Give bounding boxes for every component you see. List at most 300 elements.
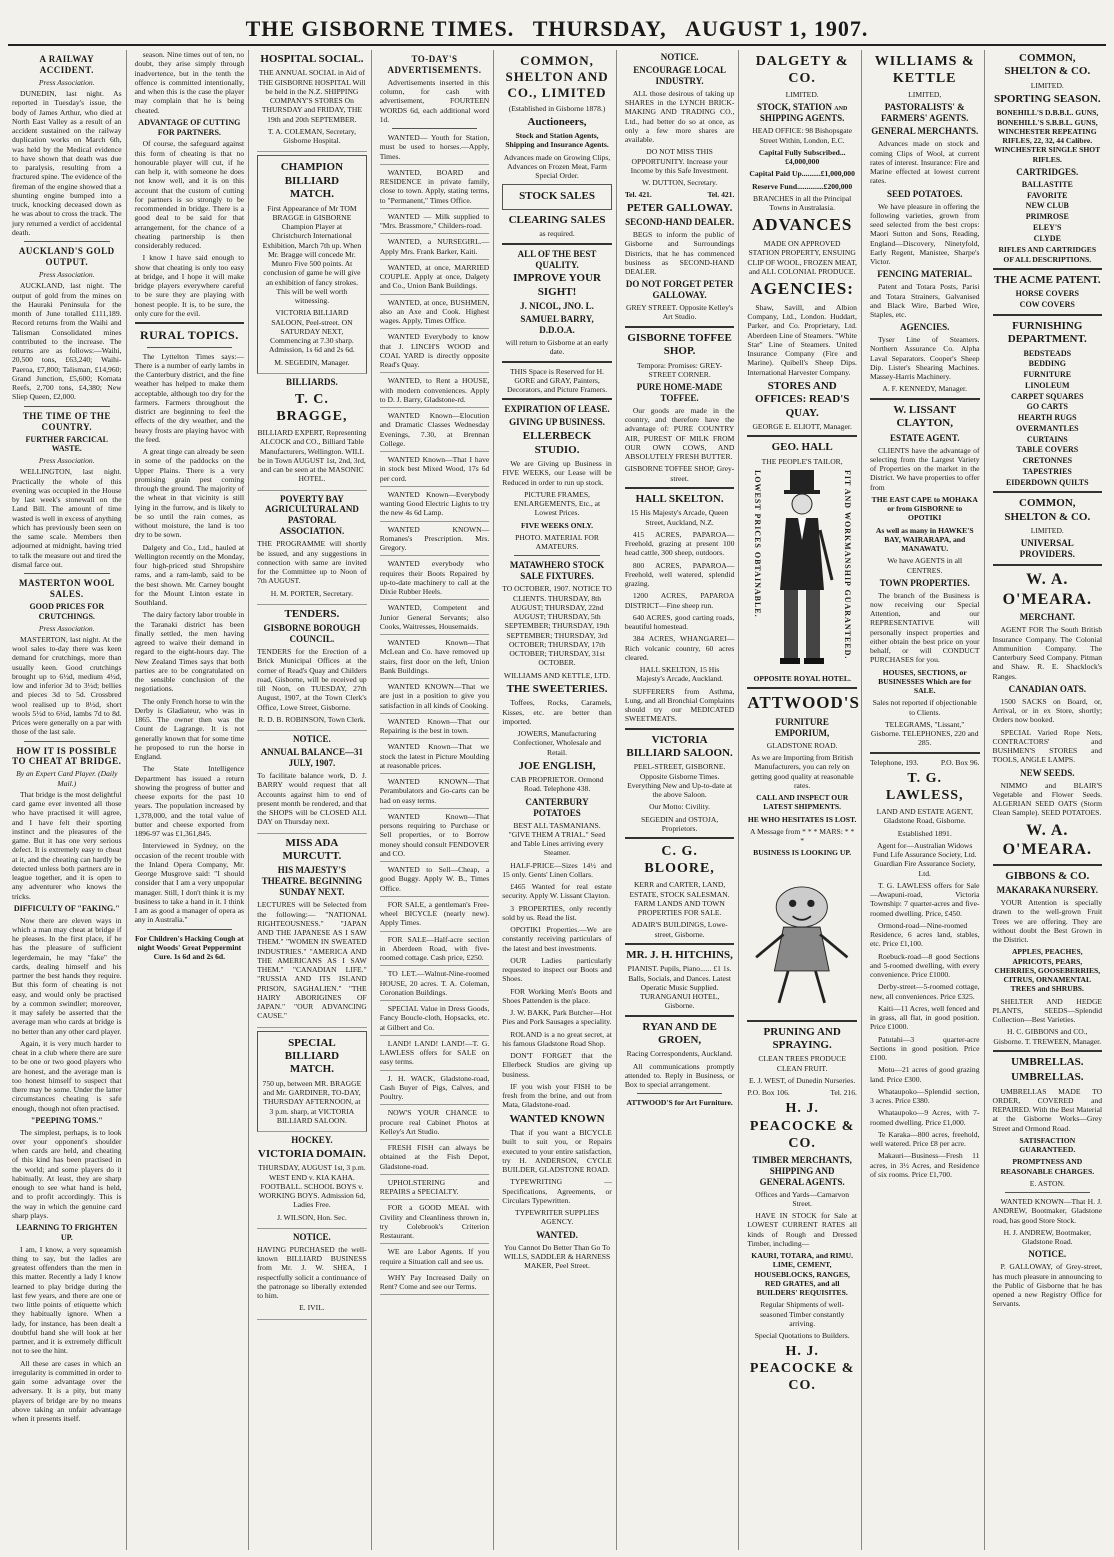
wk-roles: PASTORALISTS' & FARMERS' AGENTS. [881, 102, 969, 124]
reads-quay-sig: GEORGE E. ELIOTT, Manager. [752, 422, 852, 432]
sporting-title: SPORTING SEASON. [993, 93, 1101, 106]
advances-text: Advances made on Growing Clips, Advances on Frozen Meat, Farm Special Order. [503, 152, 611, 181]
galloway-sub: SECOND-HAND DEALER. [625, 217, 735, 228]
classified-ad: WANTED Everybody to know that J. LINCH'S WOOD and COAL YARD is directly opposite Read's Quay. [380, 332, 490, 373]
classified-ad: WANTED KNOWN—That we are just in a position to give you satisfaction in all kinds of Cooking. [380, 682, 490, 714]
classified-ad: WANTED Known—Elocution and Dramatic Classes Wednesday Evenings, 7.30, at Brennan College. [380, 411, 490, 452]
notice-sig: W. DUTTON, Secretary. [641, 178, 718, 188]
lawless-agent: Agent for—Australian Widows Fund Life Assurance Society, Ltd. Guardian Fire Assurance Society, Ltd. [872, 840, 977, 878]
classified-ad: FRESH FISH can always be obtained at the Fish Depot, Gladstone-road. [380, 1143, 490, 1175]
divider [625, 943, 735, 945]
divider [625, 728, 735, 730]
matawhero-title: MATAWHERO STOCK SALE FIXTURES. [509, 560, 605, 582]
classified-ad: WANTED Known—That I have in stock best Mixed Wood, 17s 6d per cord. [380, 455, 490, 487]
bragge-ad [257, 377, 367, 491]
dalgety-title: DALGETY & CO. [755, 54, 849, 87]
gibbons-title: GIBBONS & CO. [1005, 869, 1090, 882]
country-text: WELLINGTON, last night. Practically the whole of this evening was occupied in the House by last week's stonewall on the Land Bill. The amount of time wasted is well in excess of anything which has previously been seen on the same scale. Members then adjourned at midnight, having tried to talk the measure out and tired the dismal farce out. [12, 467, 122, 569]
faking-text: Now there are eleven ways in which a man may cheat at bridge if he pleases. In the first place, if he has the pleasure of sufficient legerdemain, he may "fake" the cards, dealing himself and his partner the best hands they require. But this form of cheating is not easy, and would only be practised by a common swindler; moreover, it may safely be asserted that the average man who cards at bridge is no better than any other card player. [12, 915, 122, 1036]
reads-quay-title: STORES AND OFFICES: READ'S QUAY. [754, 379, 850, 419]
todays-ads-heading: TO-DAY'S ADVERTISEMENTS. [387, 54, 482, 75]
ryan-text: Racing Correspondents, Auckland. [626, 1049, 733, 1059]
typewriting: TYPEWRITING — Specifications, Agreements, or Circulars Typewritten. [502, 1177, 612, 1205]
tenders-title: TENDERS. [284, 607, 340, 620]
column-9 [989, 50, 1107, 1550]
poverty-bay-sig: H. M. PORTER, Secretary. [270, 588, 354, 598]
english-title: JOE ENGLISH, [518, 759, 596, 772]
masthead [8, 6, 1106, 46]
divider [747, 687, 857, 689]
classified-ad: FOR a GOOD MEAL with Civility and Cleanliness thrown in, try Colebrook's Criterion Restaurant. [380, 1203, 490, 1244]
classified-ad: WANTED Known—That our Repairing is the best in town. [380, 717, 490, 740]
skelton-address: 15 His Majesty's Arcade, Queen Street, Auckland, N.Z. [630, 508, 729, 527]
photo-material: PHOTO. MATERIAL FOR AMATEURS. [515, 532, 599, 552]
cartridge-brand: FAVORITE [1027, 190, 1068, 200]
typewriter-supplies: TYPEWRITER SUPPLIES AGENCY. [514, 1208, 600, 1227]
tel-row [625, 190, 735, 199]
opotiki: OPOTIKI Properties.—We are constantly receiving particulars of the latest and best investments. [502, 925, 612, 953]
wool-text: MASTERTON, last night. At the wool sales to-day there was keen demand for crutchings, more than usually keen. Good crutchings brought up to 6½d, medium 4½d, low and inferior 3d to 3½d; bellies and pieces 3d to 5d. Crossbred wool realised up to 8½d, short wools 5½d to 6½d, lambs 7d to 8d. Prices were generally on a par with those of the last sale. [12, 634, 122, 737]
property-listing: Roebuck-road—8 good Sections and 5-roomed dwelling, with every convenience. Price £1000. [869, 951, 980, 980]
furnishing-list [993, 349, 1103, 488]
po-tel: Tel. 216. [830, 1088, 857, 1098]
business-up: BUSINESS IS LOOKING UP. [753, 848, 852, 858]
divider [993, 564, 1103, 566]
classified-ad: WANTED — Milk supplied to "Mrs. Brassmore," Childers-road. [380, 212, 490, 235]
gibbons-text: YOUR Attention is specially drawn to the well-grown Fruit Trees we are offering. They are without doubt the Best Grown in the District. [992, 898, 1103, 944]
galloway-notice-text: P. GALLOWAY, of Grey-street, has much pleasure in announcing to the Public of Gisborne that he has opened a new Registry Office for Servants. [992, 1262, 1103, 1309]
promptness: PROMPTNESS AND REASONABLE CHARGES. [1000, 1157, 1095, 1176]
bloore-address: ADAIR'S BUILDINGS, Lowe-street, Gisborne. [631, 920, 728, 939]
bicycle-title: WANTED KNOWN [509, 1112, 605, 1125]
murcutt-title: MISS ADA MURCUTT. [282, 836, 342, 863]
classified-ad: WANTED, a NURSEGIRL.— Apply Mrs. Frank Barker, Kaiti. [380, 237, 490, 260]
galloway-forget: DO NOT FORGET PETER GALLOWAY. [625, 279, 734, 301]
wk-title: WILLIAMS & KETTLE [874, 54, 975, 87]
galloway-title: PETER GALLOWAY. [626, 201, 733, 214]
timber-stock: HAVE IN STOCK for Sale at LOWEST CURRENT RATES all kinds of Rough and Dressed Timber, including— [747, 1211, 857, 1248]
cartridges-title: CARTRIDGES. [1016, 166, 1079, 177]
best-quality: ALL OF THE BEST QUALITY. [517, 248, 597, 270]
telegrams: TELEGRAMS, "Lissant," Gisborne. TELEPHONES, 220 and 285. [870, 719, 979, 748]
dalgety-capital-2: Capital Paid Up..........£1,000,000 [749, 169, 855, 179]
clayton-route-2: As well as many in HAWKE'S BAY, WAIRARAPA, and MANAWATU. [875, 525, 974, 553]
seed-title: SEED POTATOES. [886, 188, 963, 199]
timber-offices: Offices and Yards—Carnarvon Street. [755, 1189, 850, 1208]
furnishing-title: FURNISHING DEPARTMENT. [1007, 319, 1087, 346]
railway-text: DUNEDIN, last night. As reported in Tuesday's issue, the body of James Arthur, who died at North East Valley as a result of an accident sustained on the railway duplication works on March 6th, was held by the Medical evidence to have shown that death was due to paralysis, resulting from a fractured spine. The evidence of the fireman of the engine showed that a shunting engine bumped into a truck, knocking deceased down as he was about to cross the track. The jury returned a verdict of accidental death. [12, 89, 122, 237]
column-1 [8, 50, 127, 1550]
toffee-sig: GISBORNE TOFFEE SHOP, Grey-street. [624, 464, 735, 483]
acme-title: THE ACME PATENT. [993, 273, 1101, 286]
cs-title: COMMON, SHELTON & CO. [1004, 52, 1091, 78]
matawhero-sig: WILLIAMS AND KETTLE, LTD. [503, 670, 611, 680]
furnishing-item: HEARTH RUGS [1017, 413, 1077, 423]
classified-ad: FOR SALE—Half-acre section in Aberdeen Road, with five-roomed cottage. Cash price, £250. [380, 935, 490, 967]
gold-text: AUCKLAND, last night. The output of gold from the mines on the Hauraki Peninsula for the month of June totalled £111,189. Record returns from the Waihi and Talisman Consolidated mines contributed to the increase. The returns are as follows:—Waihi, 20,500 tons, £63,240; Waihi-Paeroa, £7,800; Talisman, £14,960; Grand Junction, £5,600; Komata Reefs, 2,700 tons, £4,380; New Sliep Queen, £2,000. [12, 281, 122, 402]
tenders-sub: GISBORNE BOROUGH COUNCIL. [263, 623, 361, 645]
box-row [747, 1088, 857, 1097]
lawless-tel: Telephone, 193. [869, 757, 919, 767]
champion-billiard-title: CHAMPION BILLIARD MATCH. [280, 161, 344, 201]
lawless-est: Established 1891. [897, 828, 952, 838]
cough-ad: For Children's Hacking Cough at night Woods' Great Peppermint Cure. 1s 6d and 2s 6d. [135, 933, 244, 962]
classified-ad: WANTED Known—That persons requiring to Purchase or Sell properties, or to Borrow money should consult FENDOVER and CO. [380, 812, 490, 862]
skelton-415: 415 ACRES, PAPAROA—Freehold, grazing at present 100 head cattle, 300 sheep, outdoors. [624, 529, 735, 558]
clearing-sales-sub: as required. [539, 229, 575, 239]
masthead-title: THE GISBORNE TIMES. [245, 16, 515, 41]
classified-ad: WANTED, at once, BUSHMEN, also an Axe and Cook. Highest wages. Apply, Times Office. [380, 298, 490, 330]
small-ads-list [380, 133, 490, 1295]
rural-text-6: The State Intelligence Department has issued a return showing the progress of butter and cheese exports for the past 10 years. The population increased by 1,378,000, and the total value of butter and cheese exported from 1896-97 was £1,361,845. [134, 764, 245, 839]
divider [24, 741, 110, 742]
cartridge-brand: PRIMROSE [1025, 212, 1069, 222]
galloway-notice-title: NOTICE. [1028, 1249, 1067, 1260]
furnishing-item: FURNITURE [1023, 370, 1072, 380]
victoria-saloon-title: VICTORIA BILLIARD SALOON. [626, 733, 733, 760]
sweeteries-title: THE SWEETERIES. [506, 682, 608, 695]
rural-text-4: The dairy factory labor trouble in the Taranaki district has been finally settled, the men having agreed to waive their demand in regard to the eight-hours day. The New Zealand Times says that both parties are to be congratulated on the sensible conclusion of the negotiations. [134, 610, 245, 694]
stock-sales-box [502, 184, 612, 209]
ellerbeck-text: We are Giving up Business in FIVE WEEKS, our Lease will be Reduced in order to run up stock. [502, 459, 612, 487]
column-7 [743, 50, 862, 1550]
champion-billiard-ad [257, 155, 367, 373]
ladies-boots: OUR Ladies particularly requested to inspect our Boots and Shoes. [502, 955, 612, 984]
aston-sig: E. ASTON. [1029, 1178, 1065, 1188]
wk-agencies-text: Tyser Line of Steamers. Northern Assurance Co. Alpha Laval Separators. Cooper's Sheep Dip. Lister's Shearing Machines. Massey-Harris Machinery. [869, 335, 980, 382]
skelton-1200: 1200 ACRES, PAPAROA DISTRICT—Fine sheep run. [624, 591, 735, 610]
peacocke-title: H. J. PEACOCKE & CO. [749, 1101, 855, 1151]
divider [625, 487, 735, 489]
rural-text-1: The Lyttelton Times says:—There is a number of early lambs in the Canterbury district, and the fine weather has helped to make them acceptable, although too dry for the farmers. Farmers throughout the district are beginning to feel the effects of the dry weather, and the heavy frosts are playing havoc with the feed. [134, 351, 245, 444]
town-properties-text-3: Sales not reported if objectionable to Clients. [872, 698, 977, 717]
special-billiard-ad [257, 1031, 367, 1132]
cutting-text: Of course, the safeguard against this form of cheating is that no honourable player will cut, if he can help it, with someone he does not know well, and it is on this account that the custom of cutting for partners is so strongly to be recommended in bridge. There is a good deal to be said for that arrangement, for the chance of a cheating partnership is then considerably reduced. [134, 139, 245, 250]
skelton-title: HALL SKELTON. [635, 492, 724, 505]
cheat-text: That bridge is the most delightful card game ever invented all those who have practised it will agree, and I have felt their sporting instinct and the pleasures of the game. But it has one very serious defect. It is extremely easy to cheat at it, and the cheating can hardly be detected unless both partners are in league together, and it is open to any adventurer who knows the tricks. [12, 789, 122, 901]
cartridge-brand: CLYDE [1033, 233, 1061, 243]
divider [747, 435, 857, 437]
wk-agencies-title: AGENCIES. [900, 322, 950, 333]
property-listing: Te Karaka—800 acres, freehold, well watered. Price £8 per acre. [869, 1129, 980, 1149]
lease-title: EXPIRATION OF LEASE. [504, 404, 610, 415]
cheat-continued: season. Nine times out of ten, no doubt, they arise simply through inadvertence, but in the tenth the offence is committed intentionally, and when this is the case the player may complain that he is being cheated. [134, 50, 245, 115]
cartridge-brand: ELEY'S [1033, 222, 1062, 232]
victoria-domain-title: VICTORIA DOMAIN. [257, 1148, 366, 1161]
advances-title: ADVANCES [752, 215, 853, 235]
fencing-title: FENCING MATERIAL. [877, 269, 973, 280]
tel-right: Tel. 421. [707, 190, 735, 200]
divider [993, 314, 1103, 316]
improve-sight: IMPROVE YOUR SIGHT! [513, 272, 601, 298]
bicycle-text: That if you want a BICYCLE built to suit you, or Repairs executed to your entire satisfaction, try H. ANDERSON, CYCLE BUILDER, GLADSTONE ROAD. [502, 1128, 612, 1175]
cs2-sub: LIMITED. [1030, 526, 1064, 536]
victoria-domain-text: THURSDAY, AUGUST 1st, 3 p.m. WEST END v. KIA KAHA. FOOTBALL. SCHOOL BOYS v. WORKING BOYS. Admission 6d, Ladies Free. [258, 1163, 366, 1210]
rural-text-5: The only French horse to win the Derby is Gladiateur, who was in 1865. The owner then was the Count de Lagrange. It is not generally known that for some time he proposed to run the horse in England. [134, 696, 245, 762]
classified-ad: WANTED, at once, MARRIED COUPLE. Apply at once, Dalgety and Co., Union Bank Buildings. [380, 263, 490, 295]
poverty-bay-ad [257, 494, 367, 605]
victoria-sig: SEGEDIN and OSTOJA, Proprietors. [640, 814, 719, 833]
tailor-figure-block [747, 470, 857, 670]
clayton-text: CLIENTS have the advantage of selecting from the Largest Variety of Properties on the market in the District. We have properties to offer from [869, 445, 980, 492]
divider [625, 326, 735, 328]
divider [135, 322, 245, 324]
cs-sub: LIMITED. [1030, 80, 1064, 90]
railway-heading: A RAILWAY ACCIDENT. [39, 54, 95, 75]
picture-frames: PICTURE FRAMES, ENLARGEMENTS, Etc., at Lowest Prices. [513, 489, 601, 518]
column-8 [866, 50, 985, 1550]
classified-ad: TO LET.—Walnut-Nine-roomed HOUSE, 20 acres. T. A. Coleman, Coronation Buildings. [380, 969, 490, 1001]
rural-heading: RURAL TOPICS. [139, 328, 239, 342]
divider [637, 1093, 723, 1094]
frighten-heading: LEARNING TO FRIGHTEN UP. [16, 1223, 118, 1242]
omeara-sub: MERCHANT. [1019, 612, 1075, 623]
wanted-465: £465 Wanted for real estate security. Apply W. Lissant Clayton. [502, 882, 612, 901]
lease-sub: GIVING UP BUSINESS. [509, 417, 605, 428]
special-billiard-title: SPECIAL BILLIARD MATCH. [284, 1036, 340, 1076]
hall-title: GEO. HALL [771, 441, 833, 454]
asthma: SUFFERERS from Asthma, Lung, and all Bronchial Complaints should try our MEDICATED SWEETMEATS. [624, 686, 735, 724]
special-billiard-text: 750 up, between MR. BRAGGE and Mr. GARDINER, TO-DAY, THURSDAY AFTERNOON, at 3 p.m. sharp, at VICTORIA BILLIARD SALOON. [262, 1078, 362, 1125]
furnishing-item: EIDERDOWN QUILTS [1005, 477, 1089, 487]
masthead-day: THURSDAY, [532, 16, 667, 41]
divider [1005, 1192, 1091, 1193]
divider [24, 573, 110, 574]
jowers: JOWERS, Manufacturing Confectioner, Wholesale and Retail. [513, 729, 601, 757]
properties: 3 PROPERTIES, only recently sold by us. Read the list. [502, 903, 612, 922]
classified-ad: J. H. WACK, Gladstone-road, Cash Buyer of Pigs, Calves, and Poultry. [380, 1074, 490, 1106]
potatoes-title: CANTERBURY POTATOES [525, 796, 589, 818]
poverty-bay-title: POVERTY BAY AGRICULTURAL AND PASTORAL ASSOCIATION. [264, 493, 359, 537]
divider [870, 398, 980, 400]
hall-address: OPPOSITE ROYAL HOTEL. [753, 673, 851, 683]
mens-boots: FOR Working Men's Boots and Shoes Pattenden is the place. [502, 986, 612, 1005]
classified-ad: WANTED, to Rent a HOUSE, with modern conveniences. Apply to D. J. Barry, Gladstone-rd. [380, 376, 490, 408]
fit-guaranteed-text: FIT AND WORKMANSHIP GUARANTEED. [842, 469, 852, 660]
canadian-text: 1500 SACKS on Board, or, Arrival, or in ex Store, shortly; Orders now booked. [992, 696, 1103, 725]
frighten-text-2: All these are cases in which an irregularity is committed in order to gain some advantage over the adversary. It is a pity, but many players of bridge are by no means above taking an unfair advantage when it presents itself. [12, 1358, 122, 1424]
bragge-name: T. C. BRAGGE, [276, 391, 348, 424]
column-3 [253, 50, 372, 1550]
mars-creature-icon [747, 864, 857, 1014]
cartridges-list [993, 180, 1103, 244]
victoria-domain-sig: J. WILSON, Hon. Sec. [277, 1212, 347, 1222]
pruning-title: PRUNING AND SPRAYING. [763, 1025, 841, 1052]
murcutt-sub: HIS MAJESTY'S THEATRE. BEGINNING SUNDAY NEXT. [261, 865, 363, 898]
stock-agents: Stock and Station Agents, Shipping and Insurance Agents. [505, 131, 609, 150]
classified-ad: WANTED KNOWN—That Perambulators and Go-carts can be had on easy terms. [380, 777, 490, 809]
divider [993, 491, 1103, 493]
property-listing: Motu—21 acres of good grazing land. Price £300. [869, 1065, 980, 1084]
po-box: P.O. Box 106. [747, 1088, 790, 1098]
tel-left: Tel. 421. [624, 190, 652, 200]
furnishing-item: LINOLEUM [1025, 380, 1070, 390]
satisfaction: SATISFACTION GUARANTEED. [1019, 1135, 1076, 1155]
fresh-fish: IF you wish your FISH to be fresh from the brine, and out from Mata, Gladstone-road. [502, 1081, 612, 1110]
toffee-text: Our goods are made in the country, and therefore have the advantage of: PURE COUNTRY AIR, PUREST OF MILK FROM OUR OWN COWS, AND ABSOLUTELY FRESH BUTTER. [624, 405, 735, 462]
murcutt-ad [257, 837, 367, 1028]
bloore-title: C. G. BLOORE, [644, 844, 715, 877]
gold-heading: AUCKLAND'S GOLD OUTPUT. [18, 246, 115, 268]
property-listing: Ormond-road—Nine-roomed Residence, 6 acres land, stables, etc. Price £1,100. [869, 920, 980, 949]
wk-text: Advances made on stock and coming Clips of Wool, at current rates of interest. Insurance: Fire and Marine effected at lowest current rates. [869, 139, 980, 186]
classified-ad: SPECIAL Value in Dress Goods, Fancy Boucle-cloth, Hopsacks, etc. at Gilbert and Co. [380, 1004, 490, 1036]
masthead-date: AUGUST 1, 1907. [685, 16, 869, 41]
dalgety-office: HEAD OFFICE: 98 Bishopsgate Street Within, London, E.C. [752, 126, 853, 145]
divider [625, 837, 735, 839]
dont-forget: DON'T FORGET that the Ellerbeck Studios are giving up business. [502, 1051, 612, 1079]
cs2-title: COMMON, SHELTON & CO. [1004, 497, 1091, 523]
hesitates: HE WHO HESITATES IS LOST. [747, 814, 857, 824]
attwood-text-2: CALL AND INSPECT OUR LATEST SHIPMENTS. [756, 793, 849, 812]
country-subheading: FURTHER FARCICAL WASTE. [25, 434, 109, 454]
divider [993, 1050, 1103, 1052]
agencies-title: AGENCIES: [750, 279, 854, 299]
timber-shipments: Regular Shipments of well-seasoned Timber constantly arriving. [759, 1300, 845, 1328]
champion-billiard-sig: M. SEGEDIN, Manager. [274, 357, 350, 367]
divider [747, 1020, 857, 1022]
roland: ROLAND is a no great secret, at his famous Gladstone Road Shop. [502, 1029, 612, 1048]
attwood-sub: FURNITURE EMPORIUM, [775, 716, 830, 738]
skelton-640: 640 ACRES, good carting roads, beautiful homestead. [624, 612, 735, 632]
furnishing-item: BEDDING [1028, 359, 1066, 369]
cheat-source: By an Expert Card Player. (Daily Mail.) [16, 769, 118, 788]
country-source: Press Association. [38, 456, 95, 466]
acme-item: HORSE COVERS [1015, 289, 1079, 299]
mars-message: A Message from * * * MARS: * * * [750, 826, 855, 846]
space-reserved: THIS Space is Reserved for H. GORE and GRAY, Painters, Decorators, and Picture Framers. [506, 366, 608, 395]
hockey-ad [257, 1135, 367, 1229]
gibbons-sub: MAKARAKA NURSERY. [996, 885, 1098, 896]
sweeteries-text: Toffees, Rocks, Caramels, Kisses, etc. are better than imported. [502, 698, 612, 726]
wk-general: GENERAL MERCHANTS. [871, 126, 979, 137]
furnishing-item: BEDSTEADS [1023, 348, 1072, 358]
seed-text: We have pleasure in offering the following varieties, grown from seed selected from the best crops: Maori Sutton and Sons, Reading, England—Discovery, Ninetyfold, Early Regent, Manistee, Sharpe's Victor. [869, 201, 980, 267]
divider [392, 128, 478, 129]
gibbons-text-2: SHELTER AND HEDGE PLANTS, SEEDS—Splendid Collection—Best Varieties. [992, 996, 1103, 1024]
attwood-title: ATTWOOD'S [747, 693, 860, 713]
timber-list: KAURI, TOTARA, and RIMU. LIME, CEMENT, HOUSEBLOCKS, RANGES, RED GRATES, and all BUILDERS' REQUISITES. [751, 1251, 853, 1298]
billiard-notice-sig: E. IVIL. [299, 1303, 325, 1313]
andrew-sig: H. J. ANDREW, Bootmaker, Gladstone Road. [1003, 1227, 1091, 1247]
wk-sub: LIMITED, [908, 90, 942, 100]
furnishing-item: CARPET SQUARES [1011, 391, 1084, 401]
hockey-title: HOCKEY. [291, 1135, 333, 1146]
classified-ad: WANTED to Sell—Cheap, a good Buggy. Apply W. B., Times Office. [380, 865, 490, 897]
bloore-text: KERR and CARTER, LAND, ESTATE, STOCK SALESMAN. FARM LANDS AND TOWN PROPERTIES FOR SALE. [629, 880, 730, 918]
property-listing: Patutahi—3 quarter-acre Sections in good position. Price £100. [869, 1034, 980, 1063]
timber-title: TIMBER MERCHANTS, SHIPPING AND GENERAL AGENTS. [752, 1154, 852, 1187]
tenders-ad [257, 608, 367, 731]
classified-ad: WANTED KNOWN—Romanes's Prescription. Mrs. Gregory. [380, 525, 490, 557]
dalgety-sub: LIMITED. [785, 90, 819, 100]
clayton-agents: We have AGENTS in all CENTRES. [887, 556, 963, 575]
notice-text-2: DO NOT MISS THIS OPPORTUNITY. Increase your Income by this Safe Investment. [630, 147, 729, 175]
saddler-title: WANTED. [536, 1229, 578, 1240]
champion-billiard-text-2: VICTORIA BILLIARD SALOON, Peel-street. ON SATURDAY NEXT, Commencing at 7.30 sharp. Admission, 1s 6d and 2s 6d. [268, 308, 355, 355]
divider [24, 406, 110, 407]
dalgety-capital-1: Capital Fully Subscribed...£4,000,000 [758, 147, 846, 167]
classified-ad: LAND! LAND! LAND!—T. G. LAWLESS offers for SALE on easy terms. [380, 1039, 490, 1071]
nicol: J. NICOL, JNO. L. [520, 301, 594, 312]
umbrellas-title: UMBRELLAS. [1011, 1055, 1084, 1068]
divider [993, 864, 1103, 866]
skelton-800: 800 ACRES, PAPAROA—Freehold, well watered, splendid grazing. [624, 560, 735, 589]
billiard-notice-text: HAVING PURCHASED the well-known BILLIARD BUSINESS from Mr. J. W. SHEA, I respectfully solicit a continuance of the patronage so liberally extended to him. [257, 1244, 367, 1301]
hitchins-text: PIANIST. Pupils, Piano...... £1 1s. Balls, Socials, and Dances. Latest Operatic Music Supplied. TURANGANUI HOTEL, Gisborne. [627, 964, 732, 1011]
divider [870, 752, 980, 754]
classified-ad: WANTED everybody who requires their Boots Repaired by up-to-date machinery to call at the Dixie Rubber Heels. [380, 559, 490, 600]
lowest-prices-text: LOWEST PRICES OBTAINABLE. [753, 469, 763, 618]
furnishing-item: CURTAINS [1026, 434, 1068, 444]
column-5 [498, 50, 617, 1550]
town-properties-text: The branch of the Business is now receiving our Special Attention, and our REPRESENTATIVE will personally inspect properties and either obtain the best price on your behalf, or will CONDUCT PURCHASES for you. [869, 590, 980, 665]
divider [625, 1015, 735, 1017]
wool-source: Press Association. [38, 623, 95, 633]
gibbons-list: APPLES, PEACHES, APRICOTS, PEARS, CHERRIES, GOOSEBERRIES, CITRUS, ORNAMENTAL TREES and SHRUBS. [994, 947, 1101, 994]
lawless-box: P.O. Box 96. [940, 757, 980, 767]
balance-notice-sub: ANNUAL BALANCE—31 JULY, 1907. [260, 747, 364, 769]
property-listing: Whataupoko—Splendid section, 3 acres. Price £380. [869, 1086, 980, 1106]
seeds-title: NEW SEEDS. [1020, 767, 1075, 778]
tenders-text: TENDERS for the Erection of a Brick Municipal Offices at the corner of Read's Quay and Childers road, Gisborne, will be received up till Noon, on TUESDAY, 27th August, 1907, at the Town Clerk's Office, Lowe Street, Gisborne. [257, 647, 367, 712]
rural-text-7: Interviewed in Sydney, on the occasion of the recent trouble with the Inland Opera Company, Mr. George Musgrove said: "I should consider that I am a very unpopular manager. Still, I don't think it is my business to take a hand in it. I think I am as good a manager of opera as any in Australia." [134, 841, 245, 925]
clayton-sub: ESTATE AGENT. [889, 432, 960, 443]
hitchins-title: MR. J. H. HITCHINS, [626, 948, 733, 961]
furnishing-item: GO CARTS [1026, 402, 1068, 412]
cutting-text-2: I know I have said enough to show that cheating is only too easy at bridge, and I hope it will make bridge players everywhere careful to be sure they are playing with honest people. It is, to be sure, the only cure for the evil. [134, 253, 245, 318]
tailor-figure-icon [762, 470, 842, 670]
divider [147, 929, 233, 930]
lawless-contact-row [870, 758, 980, 767]
rural-text-2: A great tinge can already be seen in some of the paddocks on the Upper Plains. There is a very promising grain pest coming through the ground. The majority of the wheat in that vicinity is still lying in the furrow, and is likely to be so until the rain comes, as without moisture, the land is too dry to be sown. [134, 447, 245, 540]
cartridges-text: RIFLES AND CARTRIDGES OF ALL DESCRIPTIONS. [998, 245, 1097, 264]
murcutt-text: LECTURES will be Selected from the following:— "NATIONAL RIGHTEOUSNESS." "JAPAN AND THE JAPANESE AS I SAW THEM." "WOMEN IN SWEATED INDUSTRIES." "AMERICA AND THE AMERICANS AS I SAW THEM." "CANADIAN LIFE." "RUSSIA AND ITS ISLAND PRISON, SAGHALIEN." "THE HAIRY ABORIGINES OF JAPAN." "OUR ADVANCING CAUSE." [257, 900, 367, 1021]
pruning-text: CLEAN TREES PRODUCE CLEAN FRUIT. [758, 1054, 846, 1073]
common-shelton-est: (Established in Gisborne 1878.) [508, 103, 606, 113]
acme-list [993, 289, 1103, 310]
galloway-street: GREY STREET. Opposite Kelley's Art Studio. [625, 303, 734, 322]
tenders-sig: R. D. B. ROBINSON, Town Clerk. [258, 714, 366, 724]
divider [993, 268, 1103, 270]
fencing-text: Patent and Totara Posts, Parisi and Totara Strainers, Galvanised and Black Wire, Barbed Wire, Staples, etc. [869, 282, 980, 319]
victoria-saloon-text: PEEL-STREET, GISBORNE. Opposite Gisborne Times. Everything New and Up-to-date at the above Saloon. [627, 762, 733, 800]
clayton-title: W. LISSANT CLAYTON, [893, 403, 956, 430]
todays-ads-text: Advertisements inserted in this column, for cash with advertisement, FOURTEEN WORDS 6d, each additional word 1d. [379, 77, 490, 124]
cheat-text-2: Again, it is very much harder to cheat in a club where there are sure to be one or two good players who are honest, and the average man is too honest himself to suspect that there may be some. Under the latter circumstances cheating is safe enough, though not often practised. [12, 1038, 122, 1113]
lawless-listings [870, 881, 980, 1179]
furnishing-item: OVERMANTLES [1015, 423, 1079, 433]
balance-notice-text: To facilitate balance work, D. J. BARRY would request that all Accounts against him to end of present month be rendered, and that the SHOPS will be CLOSED ALL DAY on Thursday next. [257, 771, 367, 827]
wool-subheading: GOOD PRICES FOR CRUTCHINGS. [29, 602, 105, 621]
divider [502, 361, 612, 363]
canadian-title: CANADIAN OATS. [1008, 683, 1086, 694]
ellerbeck-title: ELLERBECK STUDIO. [522, 430, 592, 456]
column-4 [376, 50, 495, 1550]
attwood-text: As we are Importing from British Manufacturers, you can rely on getting good quality at reasonable rates. [750, 753, 854, 790]
saddler-text: You Cannot Do Better Than Go To WILLS, SADDLER & HARNESS MAKER, Peel Street. [503, 1242, 611, 1271]
property-listing: Derby-street—5-roomed cottage, new, all conveniences. Price £325. [869, 982, 980, 1001]
toffee-sub: PURE HOME-MADE TOFFEE. [636, 382, 723, 403]
classified-ad: WHY Pay Increased Daily on Rent? Come and see our Terms. [380, 1273, 490, 1296]
property-listing: T. G. LAWLESS offers for Sale—Awapuni-road, Victoria Township: 7 quarter-acres and five-roomed dwelling. Price, £450. [869, 880, 980, 918]
property-listing: Kaiti—11 Acres, well fenced and in grass, all flat, in good position. Price £1000. [869, 1003, 980, 1032]
skelton-384: 384 ACRES, WHANGAREI—Rich volcanic country, 60 acres cleared. [624, 634, 735, 662]
potatoes-text: BEST ALL TASMANIANS. "GIVE THEM A TRIAL." Seed and Table Lines arriving every Steamer. [508, 820, 606, 858]
rural-text-3: Dalgety and Co., Ltd., hauled at Wellington recently on the Monday, four high-priced stud Shropshire rams, and a ram-lamb, said to be the best shown. Mr. Carney bought for the Mount Linton estate in Southland. [134, 542, 245, 608]
notice-title: NOTICE. [660, 52, 699, 62]
advances-body: MADE ON APPROVED STATION PROPERTY, ENSUING CLIP OF WOOL, FROZEN MEAT, and ALL COLONIAL PRODUCE. [747, 239, 857, 276]
